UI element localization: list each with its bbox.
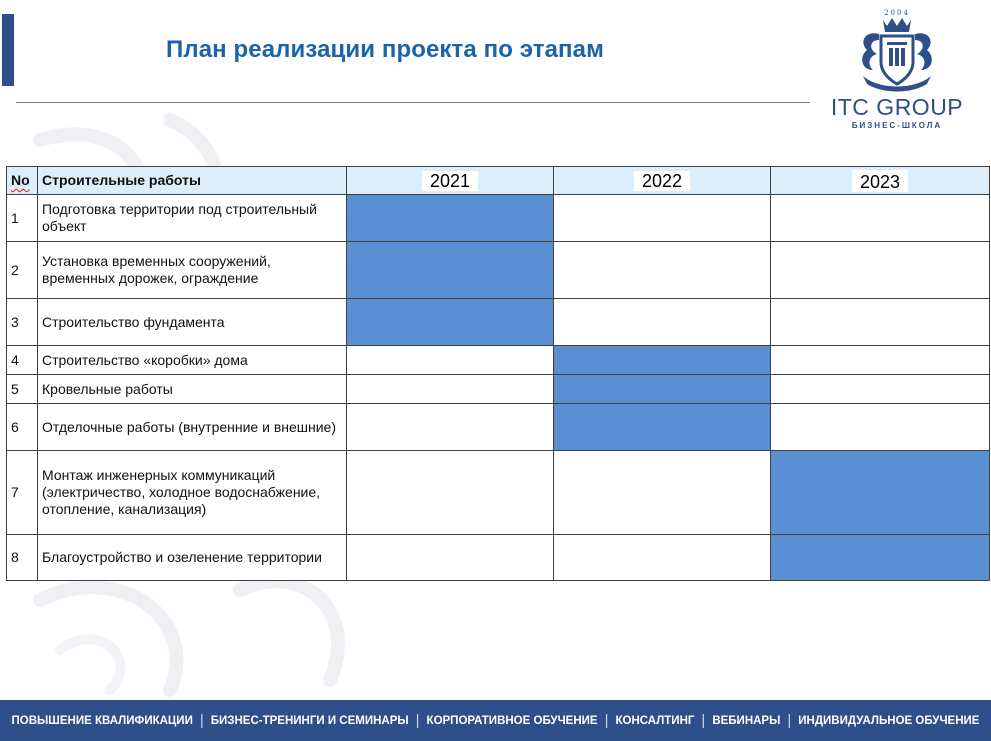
timeline-cell <box>554 535 771 581</box>
row-task: Благоустройство и озеленение территории <box>38 535 347 581</box>
timeline-cell-active <box>771 451 990 535</box>
table-header-row <box>7 167 990 195</box>
header-year-2023 <box>771 167 990 195</box>
table-row <box>7 299 990 346</box>
timeline-cell-active <box>347 299 554 346</box>
crest-icon <box>849 6 945 96</box>
timeline-cell-active <box>347 242 554 299</box>
row-task: Строительство «коробки» дома <box>38 346 347 375</box>
timeline-cell <box>554 451 771 535</box>
year-label: 2021 <box>422 171 478 191</box>
timeline-cell-active <box>554 404 771 451</box>
timeline-cell <box>347 404 554 451</box>
header-number: No <box>7 167 38 195</box>
footer-separator: | <box>604 712 609 729</box>
footer-separator: | <box>199 712 204 729</box>
row-number: 4 <box>7 346 38 375</box>
table-row <box>7 404 990 451</box>
logo-name: ITC GROUP <box>830 94 964 120</box>
footer-link-webinars[interactable]: ВЕБИНАРЫ <box>712 714 781 727</box>
footer-link-corporate[interactable]: КОРПОРАТИВНОЕ ОБУЧЕНИЕ <box>426 714 598 727</box>
row-number: 1 <box>7 195 38 242</box>
timeline-cell-active <box>771 535 990 581</box>
footer-link-qualification[interactable]: ПОВЫШЕНИЕ КВАЛИФИКАЦИИ <box>11 714 193 727</box>
footer-separator: | <box>701 712 706 729</box>
title-divider <box>16 102 810 103</box>
project-plan-table <box>6 166 990 581</box>
timeline-cell <box>771 242 990 299</box>
timeline-cell-active <box>554 346 771 375</box>
timeline-cell <box>554 299 771 346</box>
timeline-cell <box>347 375 554 404</box>
logo-year: 2004 <box>884 9 910 17</box>
row-task: Отделочные работы (внутренние и внешние) <box>38 404 347 451</box>
footer-link-trainings[interactable]: БИЗНЕС-ТРЕНИНГИ И СЕМИНАРЫ <box>210 714 409 727</box>
header-works: Строительные работы <box>38 167 347 195</box>
row-number: 7 <box>7 451 38 535</box>
timeline-cell <box>554 242 771 299</box>
table-row <box>7 346 990 375</box>
logo-subtitle: БИЗНЕС-ШКОЛА <box>851 121 943 130</box>
title-accent-bar <box>2 14 14 86</box>
footer-nav <box>0 700 991 741</box>
timeline-cell <box>347 346 554 375</box>
row-number: 5 <box>7 375 38 404</box>
timeline-cell <box>771 404 990 451</box>
timeline-cell-active <box>554 375 771 404</box>
timeline-cell <box>771 375 990 404</box>
timeline-cell <box>347 535 554 581</box>
table-row <box>7 242 990 299</box>
year-label: 2023 <box>852 170 908 192</box>
table-row <box>7 535 990 581</box>
header-year-2022 <box>554 167 771 195</box>
footer-link-consulting[interactable]: КОНСАЛТИНГ <box>615 714 695 727</box>
timeline-cell <box>554 195 771 242</box>
header-year-2021 <box>347 167 554 195</box>
table-row <box>7 375 990 404</box>
table-row <box>7 451 990 535</box>
row-task: Подготовка территории под строительный объект <box>38 195 347 242</box>
table-row <box>7 195 990 242</box>
company-logo <box>822 6 972 131</box>
row-number: 3 <box>7 299 38 346</box>
timeline-cell-active <box>347 195 554 242</box>
row-task: Установка временных сооружений, временных дорожек, ограждение <box>38 242 347 299</box>
row-task: Кровельные работы <box>38 375 347 404</box>
year-label: 2022 <box>634 171 690 191</box>
row-number: 8 <box>7 535 38 581</box>
row-task: Строительство фундамента <box>38 299 347 346</box>
footer-separator: | <box>415 712 420 729</box>
timeline-cell <box>771 195 990 242</box>
row-number: 2 <box>7 242 38 299</box>
timeline-cell <box>771 299 990 346</box>
page-title: План реализации проекта по этапам <box>166 36 604 63</box>
row-task: Монтаж инженерных коммуникаций (электричество, холодное водоснабжение, отопление, канализация) <box>38 451 347 535</box>
timeline-cell <box>771 346 990 375</box>
footer-link-individual[interactable]: ИНДИВИДУАЛЬНОЕ ОБУЧЕНИЕ <box>798 714 980 727</box>
footer-separator: | <box>787 712 792 729</box>
row-number: 6 <box>7 404 38 451</box>
timeline-cell <box>347 451 554 535</box>
